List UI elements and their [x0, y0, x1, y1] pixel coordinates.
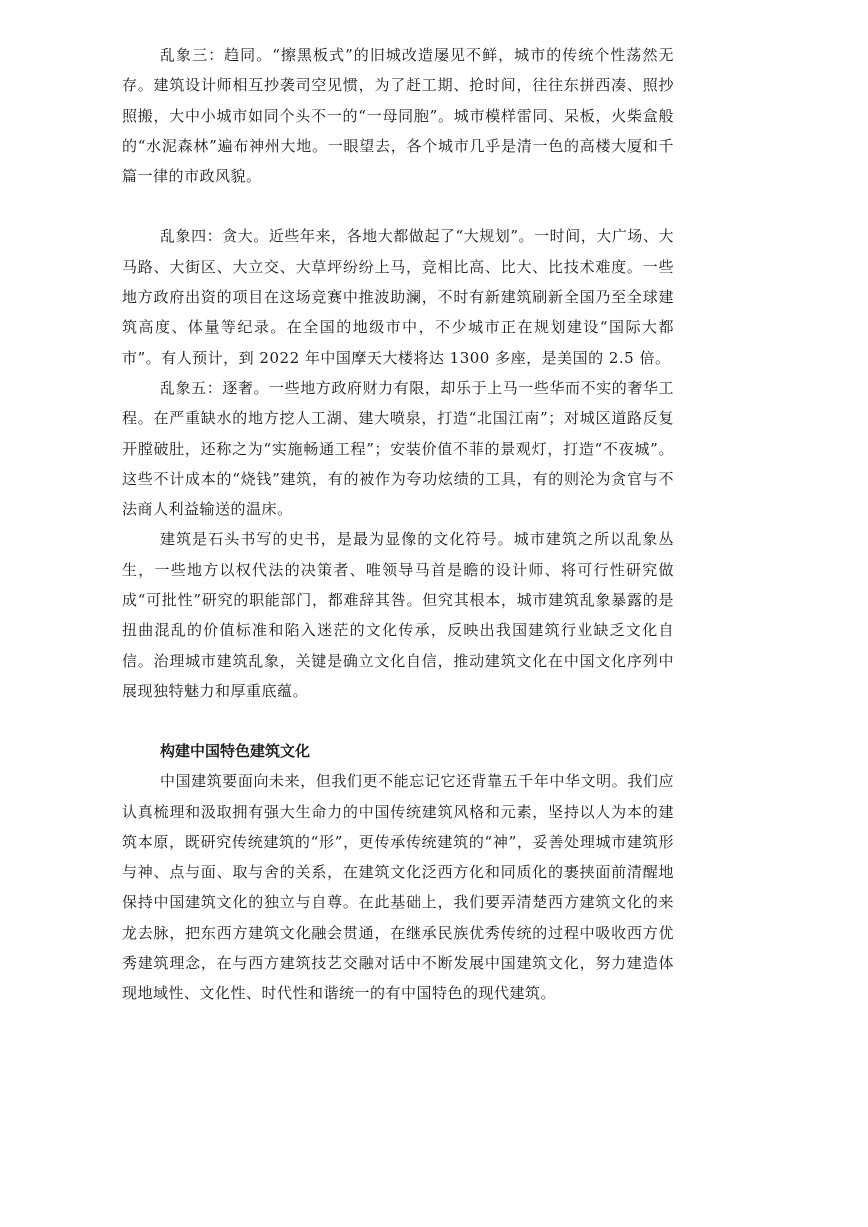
- paragraph-architecture-history: 建筑是石头书写的史书，是最为显像的文化符号。城市建筑之所以乱象丛生，一些地方以权代法的决策者、唯领导马首是瞻的设计师、将可行性研究做成“可批性”研究的职能部门，都难辞其咎。但究其根本，城市建筑乱象暴露的是扭曲混乱的价值标准和陷入迷茫的文化传承，反映出我国建筑行业缺乏文化自信。治理城市建筑乱象，关键是确立文化自信，推动建筑文化在中国文化序列中展现独特魅力和厚重底蕴。: [122, 530, 674, 700]
- document-page: [122, 40, 674, 1009]
- paragraph-chaos-five: 乱象五：逐奢。一些地方政府财力有限，却乐于上马一些华而不实的奢华工程。在严重缺水的地方挖人工湖、建大喷泉，打造“北国江南”；对城区道路反复开膛破肚，还称之为“实施畅通工程”；安装价值不菲的景观灯，打造“不夜城”。这些不计成本的“烧钱”建筑，有的被作为夸功炫绩的工具，有的则沦为贪官与不法商人利益输送的温床。: [122, 378, 674, 519]
- section-heading: 构建中国特色建筑文化: [160, 742, 311, 761]
- paragraph-chinese-architecture: 中国建筑要面向未来，但我们更不能忘记它还背靠五千年中华文明。我们应认真梳理和汲取拥有强大生命力的中国传统建筑风格和元素，坚持以人为本的建筑本原，既研究传统建筑的“形”，更传承传统建筑的“神”，妥善处理城市建筑形与神、点与面、取与舍的关系，在建筑文化泛西方化和同质化的裹挟面前清醒地保持中国建筑文化的独立与自尊。在此基础上，我们要弄清楚西方建筑文化的来龙去脉，把东西方建筑文化融会贯通，在继承民族优秀传统的过程中吸收西方优秀建筑理念，在与西方建筑技艺交融对话中不断发展中国建筑文化，努力建造体现地域性、文化性、时代性和谐统一的有中国特色的现代建筑。: [122, 772, 674, 1003]
- paragraph-chaos-four: 乱象四：贪大。近些年来，各地大都做起了“大规划”。一时间，大广场、大马路、大街区、大立交、大草坪纷纷上马，竞相比高、比大、比技术难度。一些地方政府出资的项目在这场竞赛中推波助澜，不时有新建筑刷新全国乃至全球建筑高度、体量等纪录。在全国的地级市中，不少城市正在规划建设“国际大都市”。有人预计，到 2022 年中国摩天大楼将达 1300 多座，是美国的 2.5 倍。: [122, 227, 674, 367]
- paragraph-chaos-three: 乱象三：趋同。“擦黑板式”的旧城改造屡见不鲜，城市的传统个性荡然无存。建筑设计师相互抄袭司空见惯，为了赶工期、抢时间，往往东拼西凑、照抄照搬，大中小城市如同个头不一的“一母同胞”。城市模样雷同、呆板，火柴盒般的“水泥森林”遍布神州大地。一眼望去，各个城市几乎是清一色的高楼大厦和千篇一律的市政风貌。: [122, 46, 674, 186]
